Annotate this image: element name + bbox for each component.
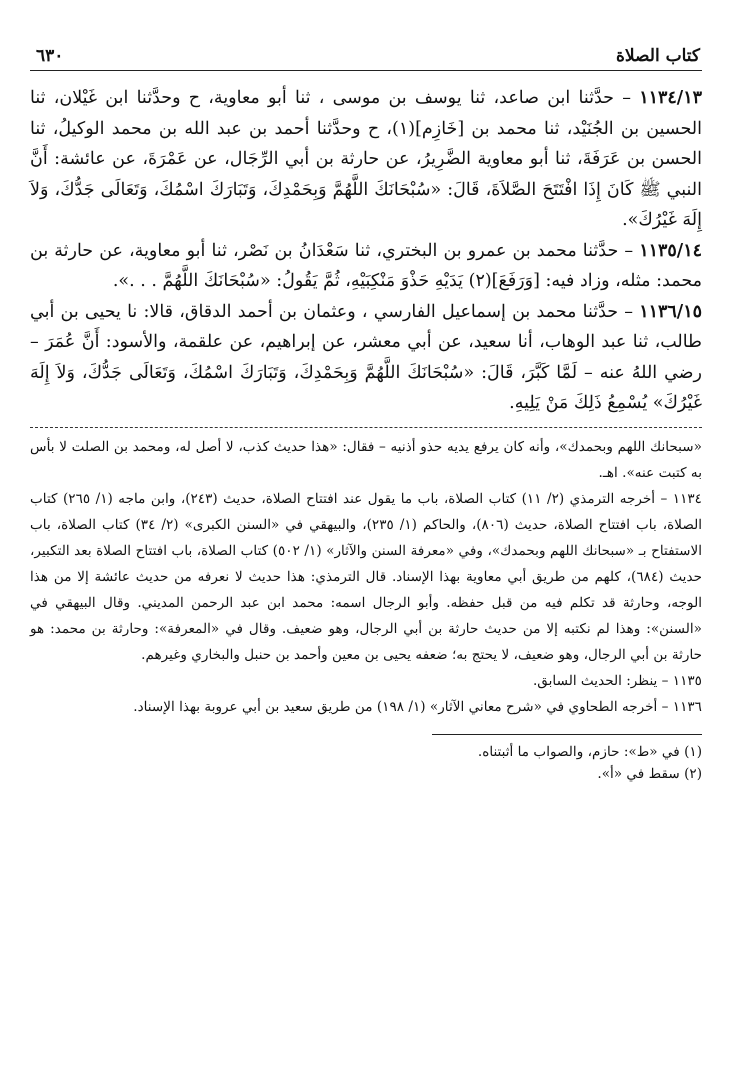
commentary-continuation: «سبحانك اللهم وبحمدك»، وأنه كان يرفع يديه حذو أذنيه – فقال: «هذا حديث كذب، لا أصل له، ومحمد بن الصلت لا بأس به كتبت عنه». اهـ. bbox=[30, 438, 702, 481]
hadith-1135 bbox=[30, 236, 702, 297]
commentary-1134: ١١٣٤ – أخرجه الترمذي (٢/ ١١) كتاب الصلاة، باب ما يقول عند افتتاح الصلاة، حديث (٢٤٣)، وابن ماجه (١/ ٢٦٥) كتاب الصلاة، باب افتتاح الصلاة، حديث (٨٠٦)، والحاكم (١/ ٢٣٥)، والبيهقي في «السنن الكبرى» (٢/ ٣٤) كتاب الصلاة، باب الاستفتاح بـ «سبحانك اللهم وبحمدك»، وفي «معرفة السنن والآثار» (١/ ٥٠٢) كتاب الصلاة، باب افتتاح الصلاة بعد التكبير، حديث (٦٨٤)، كلهم من طريق أبي معاوية بهذا الإسناد. قال الترمذي: هذا حديث لا نعرفه من حديث عائشة إلا من هذا الوجه، وحارثة قد تكلم فيه من قبل حفظه. وأبو الرجال اسمه: محمد ابن عبد الرحمن المديني. وقال البيهقي في «السنن»: وهذا لم نكتبه إلا من حديث حارثة بن أبي الرجال، وهو ضعيف. وقال في «المعرفة»: وحارثة بن محمد: هو حارثة بن أبي الرجال، وهو ضعيف، لا يحتج به؛ ضعفه يحيى بن معين وأحمد بن حنبل والبخاري وغيرهم. bbox=[30, 490, 703, 663]
hadith-number: ١١٣٦/١٥ bbox=[639, 301, 702, 322]
hadith-number: ١١٣٥/١٤ bbox=[639, 240, 702, 261]
page-number: ٦٣٠ bbox=[36, 46, 64, 66]
hadith-1134 bbox=[30, 83, 702, 236]
commentary-1135: ١١٣٥ – ينظر: الحديث السابق. bbox=[532, 672, 702, 689]
footnote-2: (٢) سقط في «أ». bbox=[597, 765, 702, 782]
footnote-separator bbox=[432, 734, 702, 735]
commentary-1136: ١١٣٦ – أخرجه الطحاوي في «شرح معاني الآثار» (١/ ١٩٨) من طريق سعيد بن أبي عروبة بهذا الإسناد. bbox=[133, 698, 702, 715]
footnotes bbox=[30, 741, 702, 785]
book-title: كتاب الصلاة bbox=[615, 46, 700, 66]
commentary-divider bbox=[30, 427, 702, 428]
hadith-1136 bbox=[30, 297, 702, 419]
page-header bbox=[30, 40, 702, 71]
hadith-text: – حدَّثنا محمد بن إسماعيل الفارسي ، وعثمان بن أحمد الدقاق، قالا: نا يحيى بن أبي طالب، ثنا عبد الوهاب، أنا سعيد، عن أبي معشر، عن إبراهيم، عن علقمة، والأسود: أَنَّ عُمَرَ – رضي اللهُ عنه – لَمَّا كَبَّرَ، قَالَ: «سُبْحَانَكَ اللَّهُمَّ وَبِحَمْدِكَ، وَتَبَارَكَ اسْمُكَ، وَتَعَالَى جَدُّكَ، وَلاَ إِلَهَ غَيْرُكَ» يُسْمِعُ ذَلِكَ مَنْ يَلِيهِ. bbox=[30, 301, 702, 413]
hadith-text: – حدَّثنا محمد بن عمرو بن البختري، ثنا سَعْدَانُ بن نَصْر، ثنا أبو معاوية، عن حارثة بن محمد: مثله، وزاد فيه: [وَرَفَعَ](٢) يَدَيْهِ حَذْوَ مَنْكِبَيْهِ، ثُمَّ يَقُولُ: «سُبْحَانَكَ اللَّهُمَّ . . .». bbox=[30, 240, 702, 291]
hadith-text: – حدَّثنا ابن صاعد، ثنا يوسف بن موسى ، ثنا أبو معاوية، ح وحدَّثنا ابن غَيْلان، ثنا الحسين بن الجُنَيْد، ثنا محمد بن [خَازِم](١)، ح وحدَّثنا أحمد بن عبد الله بن محمد الوكيلُ، ثنا الحسن بن عَرَفَةَ، ثنا أبو معاوية الضَّرِيرُ، عن حارثة بن أبي الرِّجَال، عن عَمْرَةَ، عن عائشة: أَنَّ النبي ﷺ كَانَ إِذَا افْتَتَحَ الصَّلاَةَ، قَالَ: «سُبْحَانَكَ اللَّهُمَّ وَبِحَمْدِكَ، وَتَبَارَكَ اسْمُكَ، وَتَعَالَى جَدُّكَ، وَلاَ إِلَهَ غَيْرُكَ». bbox=[30, 88, 702, 230]
hadith-number: ١١٣٤/١٣ bbox=[639, 88, 702, 108]
footnote-1: (١) في «ط»: حازم، والصواب ما أثبتناه. bbox=[477, 743, 702, 760]
page bbox=[30, 40, 702, 1080]
